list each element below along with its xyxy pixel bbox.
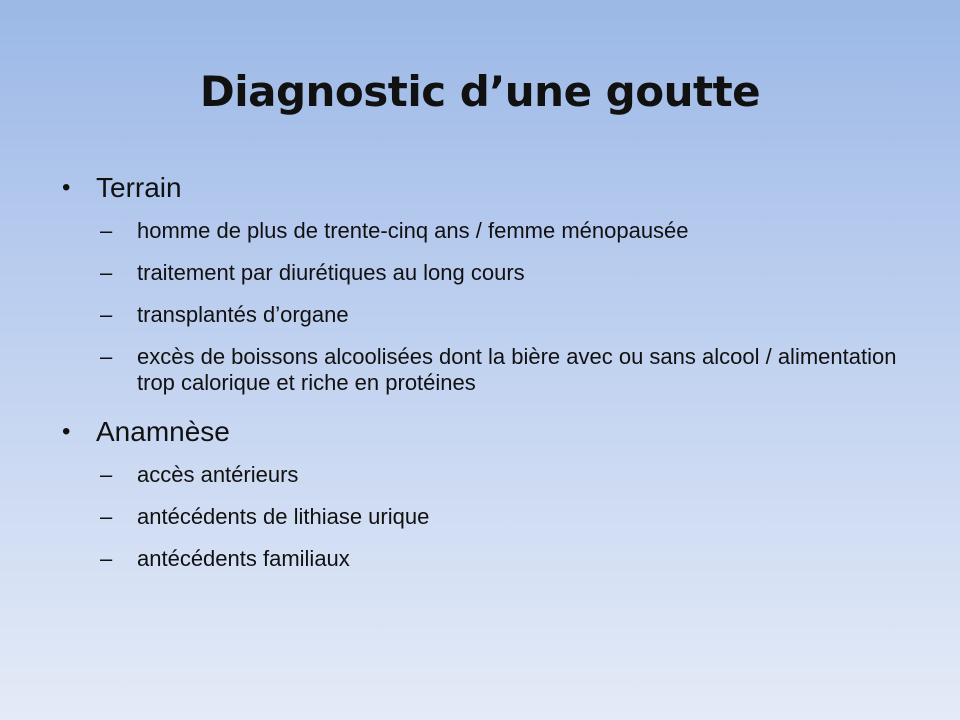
list-item-text: excès de boissons alcoolisées dont la bière avec ou sans alcool / alimentation trop calorique et riche en protéines [137, 344, 897, 395]
list-item-text: traitement par diurétiques au long cours [137, 260, 525, 285]
dash-icon: – [100, 260, 113, 285]
list-item [62, 344, 922, 396]
bullet-label: Terrain [96, 172, 182, 203]
list-item-text: homme de plus de trente-cinq ans / femme ménopausée [137, 218, 689, 243]
sub-list-terrain [62, 218, 922, 396]
slide-content [62, 168, 922, 588]
sub-list-anamnese [62, 462, 922, 572]
bullet-icon: • [62, 418, 71, 445]
list-item-text: accès antérieurs [137, 462, 299, 487]
list-item [62, 462, 922, 488]
list-item [62, 302, 922, 328]
list-item [62, 218, 922, 244]
dash-icon: – [100, 302, 113, 327]
list-item [62, 504, 922, 530]
dash-icon: – [100, 462, 113, 487]
slide-title: Diagnostic d’une goutte [199, 67, 761, 116]
dash-icon: – [100, 504, 113, 529]
bullet-icon: • [62, 174, 71, 201]
section-anamnese [62, 412, 922, 572]
list-item [62, 260, 922, 286]
bullet-terrain [62, 168, 922, 208]
bullet-anamnese [62, 412, 922, 452]
dash-icon: – [100, 344, 113, 369]
list-item [62, 546, 922, 572]
dash-icon: – [100, 546, 113, 571]
section-terrain [62, 168, 922, 396]
list-item-text: transplantés d’organe [137, 302, 349, 327]
dash-icon: – [100, 218, 113, 243]
bullet-label: Anamnèse [96, 416, 230, 447]
list-item-text: antécédents familiaux [137, 546, 350, 571]
list-item-text: antécédents de lithiase urique [137, 504, 430, 529]
